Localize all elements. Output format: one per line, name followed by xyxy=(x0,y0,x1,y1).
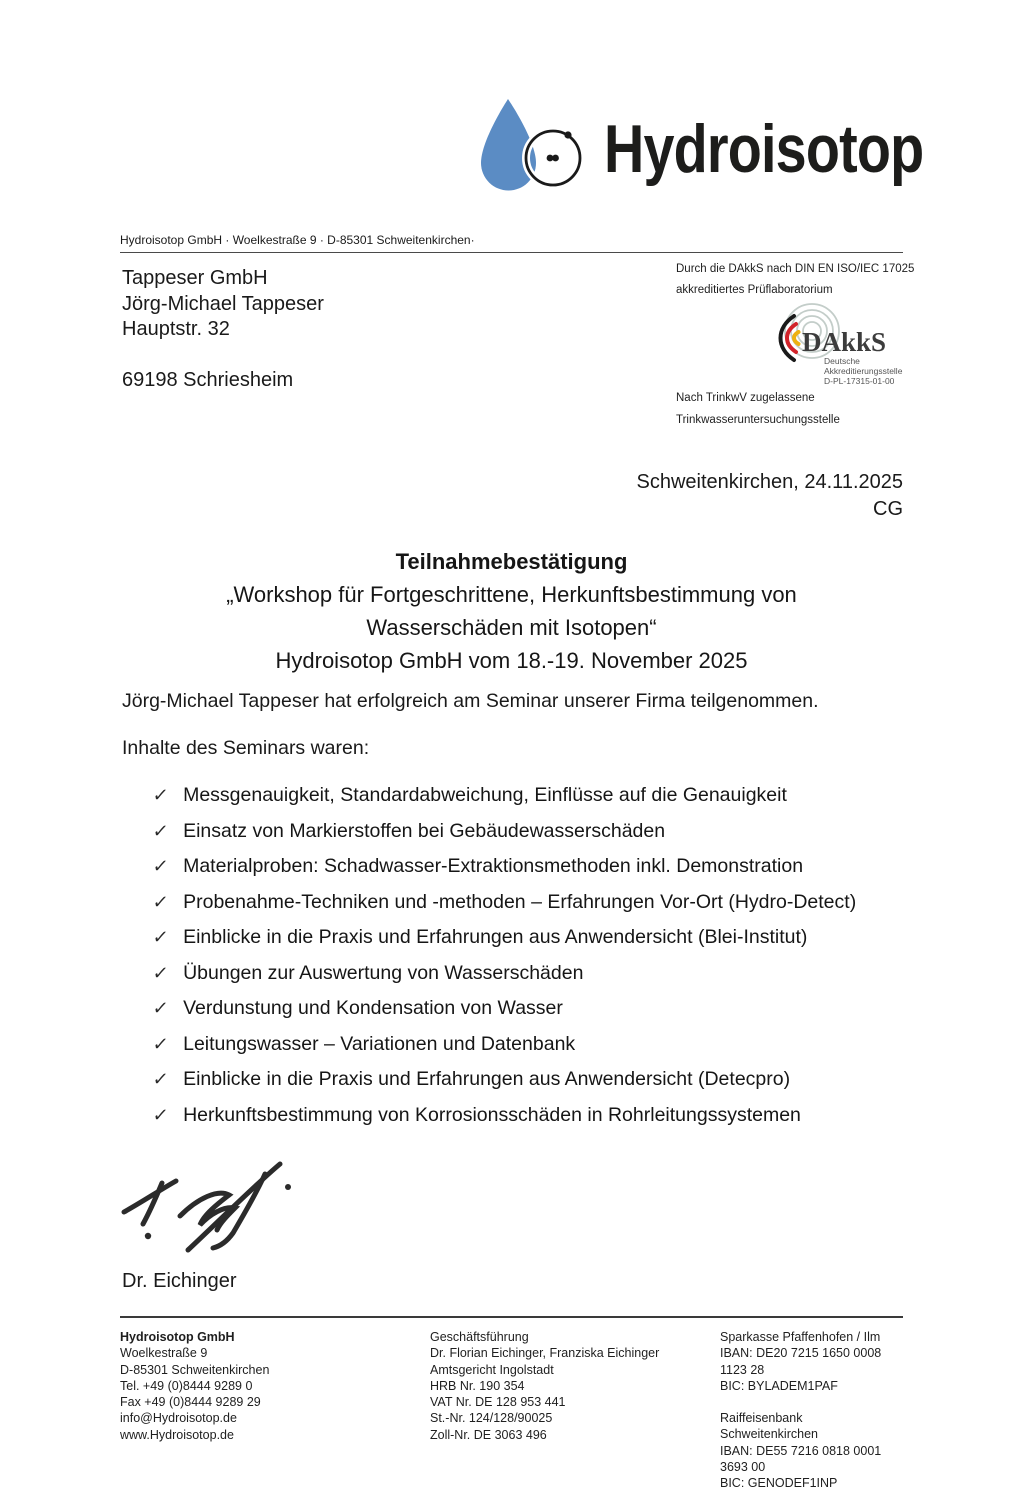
footer-bank1-lines xyxy=(720,1329,903,1394)
seminar-topic-item xyxy=(153,1068,913,1090)
workshop-title-line1: „Workshop für Fortgeschrittene, Herkunftsbestimmung von xyxy=(226,582,797,607)
dakks-logo xyxy=(760,306,910,386)
recipient-company: Tappeser GmbH xyxy=(122,267,268,289)
participation-statement: Jörg-Michael Tappeser hat erfolgreich am Seminar unserer Firma teilgenommen. xyxy=(122,690,819,712)
footer-bank-gap xyxy=(720,1394,903,1410)
footer-line: Zoll-Nr. DE 3063 496 xyxy=(430,1427,547,1442)
dakks-registration-number: D-PL-17315-01-00 xyxy=(824,376,895,386)
footer-company-name: Hydroisotop GmbH xyxy=(120,1330,235,1344)
trinkwv-line2: Trinkwasseruntersuchungsstelle xyxy=(676,414,840,426)
seminar-topic-item xyxy=(153,997,913,1019)
footer-line: Sparkasse Pfaffenhofen / Ilm xyxy=(720,1330,881,1344)
recipient-street: Hauptstr. 32 xyxy=(122,318,230,340)
footer xyxy=(120,1316,903,1492)
footer-line: D-85301 Schweitenkirchen xyxy=(120,1362,270,1377)
dateline-block xyxy=(600,469,903,523)
footer-company-column xyxy=(120,1329,430,1492)
workshop-date-line: Hydroisotop GmbH vom 18.-19. November 2025 xyxy=(275,648,748,673)
seminar-topic-text: Übungen zur Auswertung von Wasserschäden xyxy=(183,961,584,984)
checkmark-icon: ✓ xyxy=(151,1069,170,1089)
footer-bank2-lines xyxy=(720,1410,903,1491)
dakks-subline-2: Akkreditierungsstelle xyxy=(824,366,903,376)
recipient-address-block xyxy=(122,266,324,393)
checkmark-icon: ✓ xyxy=(151,1104,170,1125)
seminar-topic-text: Herkunftsbestimmung von Korrosionsschäden in Rohrleitungssystemen xyxy=(183,1103,801,1126)
title-block xyxy=(120,545,903,677)
seminar-topic-item xyxy=(153,820,913,842)
dakks-wordmark: DAkkS xyxy=(802,327,887,357)
place-and-date: Schweitenkirchen, 24.11.2025 xyxy=(636,471,903,493)
footer-line: IBAN: DE55 7216 0818 0001 3693 00 xyxy=(720,1443,882,1475)
seminar-topic-text: Materialproben: Schadwasser-Extraktionsmethoden inkl. Demonstration xyxy=(183,855,804,877)
footer-company-lines xyxy=(120,1345,430,1443)
seminar-topic-item xyxy=(153,1033,913,1055)
water-drop-atom-icon xyxy=(478,96,598,202)
seminar-topics-list xyxy=(153,784,913,1139)
checkmark-icon: ✓ xyxy=(151,820,170,841)
footer-line: info@Hydroisotop.de xyxy=(120,1411,237,1426)
footer-line: Geschäftsführung xyxy=(430,1330,529,1344)
seminar-topic-text: Leitungswasser – Variationen und Datenbank xyxy=(183,1032,576,1055)
dakks-subline-1: Deutsche xyxy=(824,356,860,366)
document-title: Teilnahmebestätigung xyxy=(395,549,628,574)
recipient-city: 69198 Schriesheim xyxy=(122,368,294,391)
checkmark-icon: ✓ xyxy=(151,856,170,876)
recipient-name: Jörg-Michael Tappeser xyxy=(122,292,324,315)
seminar-topic-text: Einsatz von Markierstoffen bei Gebäudewasserschäden xyxy=(183,819,666,842)
workshop-title-line2: Wasserschäden mit Isotopen“ xyxy=(366,615,657,640)
seminar-topic-text: Messgenauigkeit, Standardabweichung, Einflüsse auf die Genauigkeit xyxy=(183,784,787,806)
footer-line: St.-Nr. 124/128/90025 xyxy=(430,1411,553,1426)
footer-line: Dr. Florian Eichinger, Franziska Eichinger xyxy=(430,1346,660,1361)
clerk-initials: CG xyxy=(873,498,903,520)
checkmark-icon: ✓ xyxy=(151,927,170,947)
seminar-topic-item xyxy=(153,1104,913,1126)
footer-line: Fax +49 (0)8444 9289 29 xyxy=(120,1395,261,1410)
checkmark-icon: ✓ xyxy=(151,962,170,983)
seminar-topic-item xyxy=(153,962,913,984)
footer-line: Tel. +49 (0)8444 9289 0 xyxy=(120,1378,253,1393)
seminar-topic-item xyxy=(153,891,913,913)
seminar-topic-text: Einblicke in die Praxis und Erfahrungen aus Anwendersicht (Detecpro) xyxy=(183,1068,791,1090)
contents-intro: Inhalte des Seminars waren: xyxy=(122,737,370,759)
checkmark-icon: ✓ xyxy=(151,891,170,912)
logo-wordmark: Hydroisotop xyxy=(604,111,924,187)
footer-bank-column xyxy=(720,1329,903,1492)
seminar-topic-item xyxy=(153,855,913,877)
seminar-topic-text: Verdunstung und Kondensation von Wasser xyxy=(183,997,563,1019)
checkmark-icon: ✓ xyxy=(151,1033,170,1054)
footer-line: IBAN: DE20 7215 1650 0008 1123 28 xyxy=(720,1346,882,1377)
seminar-topic-item xyxy=(153,926,913,948)
signer-name: Dr. Eichinger xyxy=(122,1270,237,1292)
footer-line: Amtsgericht Ingolstadt xyxy=(430,1362,554,1377)
accreditation-text-line2: akkreditiertes Prüflaboratorium xyxy=(676,284,833,296)
checkmark-icon: ✓ xyxy=(151,998,170,1018)
checkmark-icon: ✓ xyxy=(151,785,170,805)
footer-legal-lines xyxy=(430,1329,720,1443)
footer-line: BIC: BYLADEM1PAF xyxy=(720,1378,838,1393)
seminar-topic-text: Einblicke in die Praxis und Erfahrungen aus Anwendersicht (Blei-Institut) xyxy=(183,926,808,948)
seminar-topic-text: Probenahme-Techniken und -methoden – Erfahrungen Vor-Ort (Hydro-Detect) xyxy=(183,890,857,913)
footer-line: Raiffeisenbank Schweitenkirchen xyxy=(720,1411,818,1442)
trinkwv-line1: Nach TrinkwV zugelassene xyxy=(676,392,815,404)
handwritten-signature xyxy=(116,1156,326,1266)
footer-line: Woelkestraße 9 xyxy=(120,1346,208,1361)
accreditation-block xyxy=(676,260,915,438)
accreditation-text-line1: Durch die DAkkS nach DIN EN ISO/IEC 17025 xyxy=(676,263,915,275)
seminar-topic-item xyxy=(153,784,913,806)
sender-address-line: Hydroisotop GmbH · Woelkestraße 9 · D-85301 Schweitenkirchen· xyxy=(120,233,903,253)
footer-line: VAT Nr. DE 128 953 441 xyxy=(430,1395,566,1410)
footer-line: HRB Nr. 190 354 xyxy=(430,1378,525,1393)
footer-legal-column xyxy=(430,1329,720,1492)
company-logo xyxy=(478,96,993,202)
footer-line: www.Hydroisotop.de xyxy=(120,1427,234,1442)
footer-line: BIC: GENODEF1INP xyxy=(720,1476,838,1491)
